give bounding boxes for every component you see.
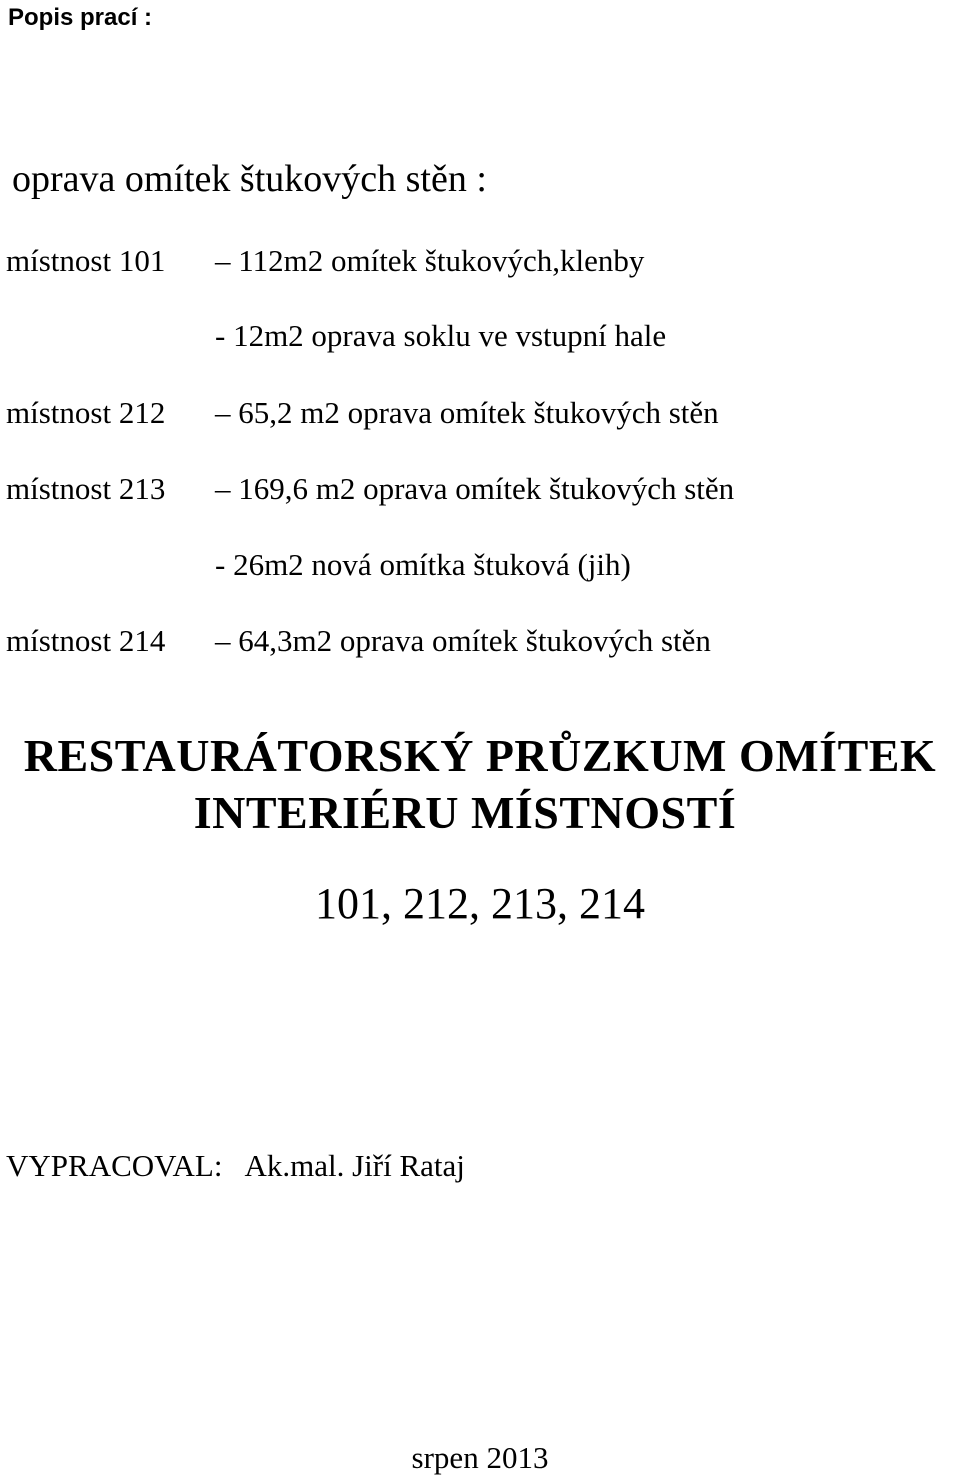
room-101-item-2: - 12m2 oprava soklu ve vstupní hale	[215, 318, 667, 353]
room-101-item-1: – 112m2 omítek štukových,klenby	[215, 243, 645, 278]
room-213-label: místnost 213	[6, 471, 166, 506]
main-title-rooms: 101, 212, 213, 214	[315, 879, 645, 928]
room-213-item-1: – 169,6 m2 oprava omítek štukových stěn	[215, 471, 735, 506]
main-title-line-2: INTERIÉRU MÍSTNOSTÍ	[193, 787, 737, 838]
room-214-item-1: – 64,3m2 oprava omítek štukových stěn	[215, 623, 711, 658]
author-name: Ak.mal. Jiří Rataj	[244, 1148, 465, 1183]
author-label: VYPRACOVAL:	[6, 1148, 223, 1183]
room-214-label: místnost 214	[6, 623, 166, 658]
room-213-item-2: - 26m2 nová omítka štuková (jih)	[215, 547, 631, 582]
room-212-label: místnost 212	[6, 395, 166, 430]
room-101-label: místnost 101	[6, 243, 166, 278]
author-line	[6, 1150, 465, 1181]
main-title-line-1: RESTAURÁTORSKÝ PRŮZKUM OMÍTEK	[23, 730, 937, 781]
room-212-item-1: – 65,2 m2 oprava omítek štukových stěn	[215, 395, 719, 430]
page-heading: Popis prací :	[8, 4, 153, 31]
section-title: oprava omítek štukových stěn :	[12, 158, 487, 200]
document-date: srpen 2013	[411, 1440, 549, 1475]
